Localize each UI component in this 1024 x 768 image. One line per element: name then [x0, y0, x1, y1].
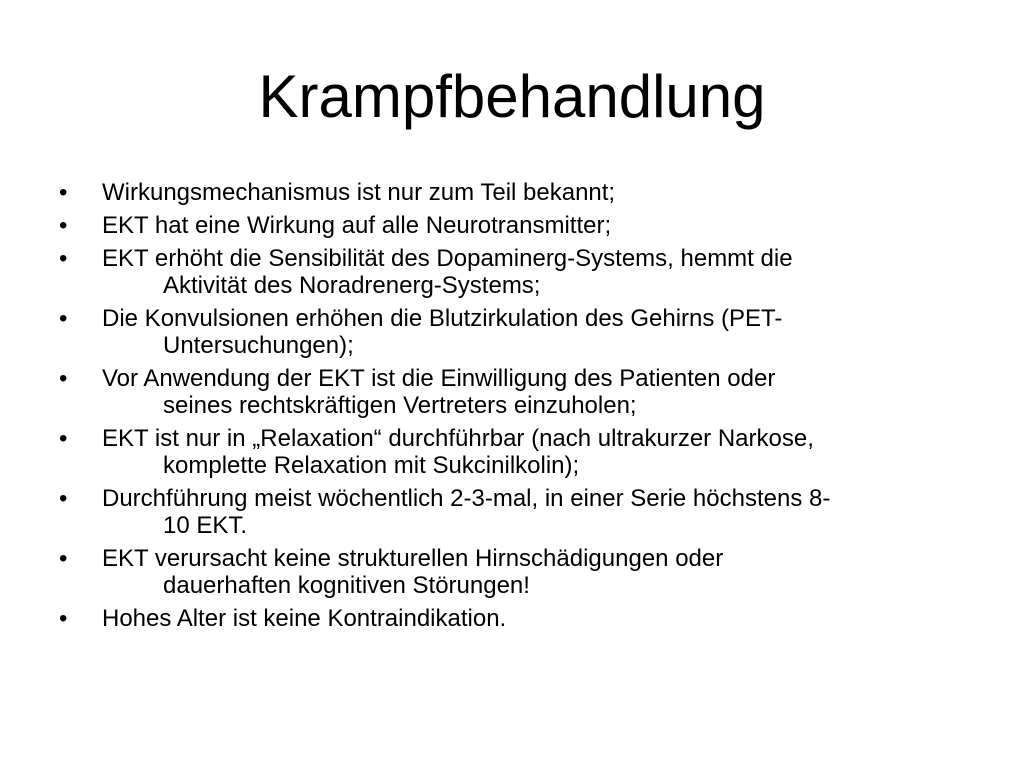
bullet-item — [55, 425, 975, 479]
bullet-marker: • — [59, 305, 68, 332]
bullet-text: EKT hat eine Wirkung auf alle Neurotransmitter; — [102, 212, 612, 239]
bullet-item — [55, 305, 975, 359]
bullet-item — [55, 212, 975, 239]
bullet-marker: • — [59, 245, 68, 272]
bullet-text: Hohes Alter ist keine Kontraindikation. — [102, 605, 507, 632]
bullet-text-continuation: Untersuchungen); — [163, 332, 354, 359]
bullet-text: EKT erhöht die Sensibilität des Dopaminerg-Systems, hemmt die — [102, 245, 793, 272]
bullet-text-continuation: dauerhaften kognitiven Störungen! — [163, 572, 530, 599]
bullet-text: EKT verursacht keine strukturellen Hirnschädigungen oder — [102, 545, 724, 572]
bullet-item — [55, 605, 975, 632]
bullet-marker: • — [59, 545, 68, 572]
bullet-item — [55, 365, 975, 419]
bullet-marker: • — [59, 485, 68, 512]
bullet-item — [55, 245, 975, 299]
bullet-text-continuation: seines rechtskräftigen Vertreters einzuholen; — [163, 392, 637, 419]
bullet-marker: • — [59, 425, 68, 452]
bullet-text-continuation: komplette Relaxation mit Sukcinilkolin); — [163, 452, 580, 479]
bullet-text-continuation: 10 EKT. — [163, 512, 248, 539]
bullet-item — [55, 545, 975, 599]
bullet-text: Wirkungsmechanismus ist nur zum Teil bekannt; — [102, 179, 616, 206]
bullet-item — [55, 485, 975, 539]
bullet-text: Die Konvulsionen erhöhen die Blutzirkulation des Gehirns (PET- — [102, 305, 783, 332]
bullet-list — [55, 179, 975, 638]
bullet-item — [55, 179, 975, 206]
bullet-marker: • — [59, 179, 68, 206]
bullet-text-continuation: Aktivität des Noradrenerg-Systems; — [163, 272, 541, 299]
bullet-marker: • — [59, 212, 68, 239]
slide-title: Krampfbehandlung — [258, 63, 766, 130]
bullet-marker: • — [59, 365, 68, 392]
bullet-text: EKT ist nur in „Relaxation“ durchführbar (nach ultrakurzer Narkose, — [102, 425, 814, 452]
bullet-marker: • — [59, 605, 68, 632]
bullet-text: Durchführung meist wöchentlich 2-3-mal, in einer Serie höchstens 8- — [102, 485, 831, 512]
bullet-text: Vor Anwendung der EKT ist die Einwilligung des Patienten oder — [102, 365, 776, 392]
